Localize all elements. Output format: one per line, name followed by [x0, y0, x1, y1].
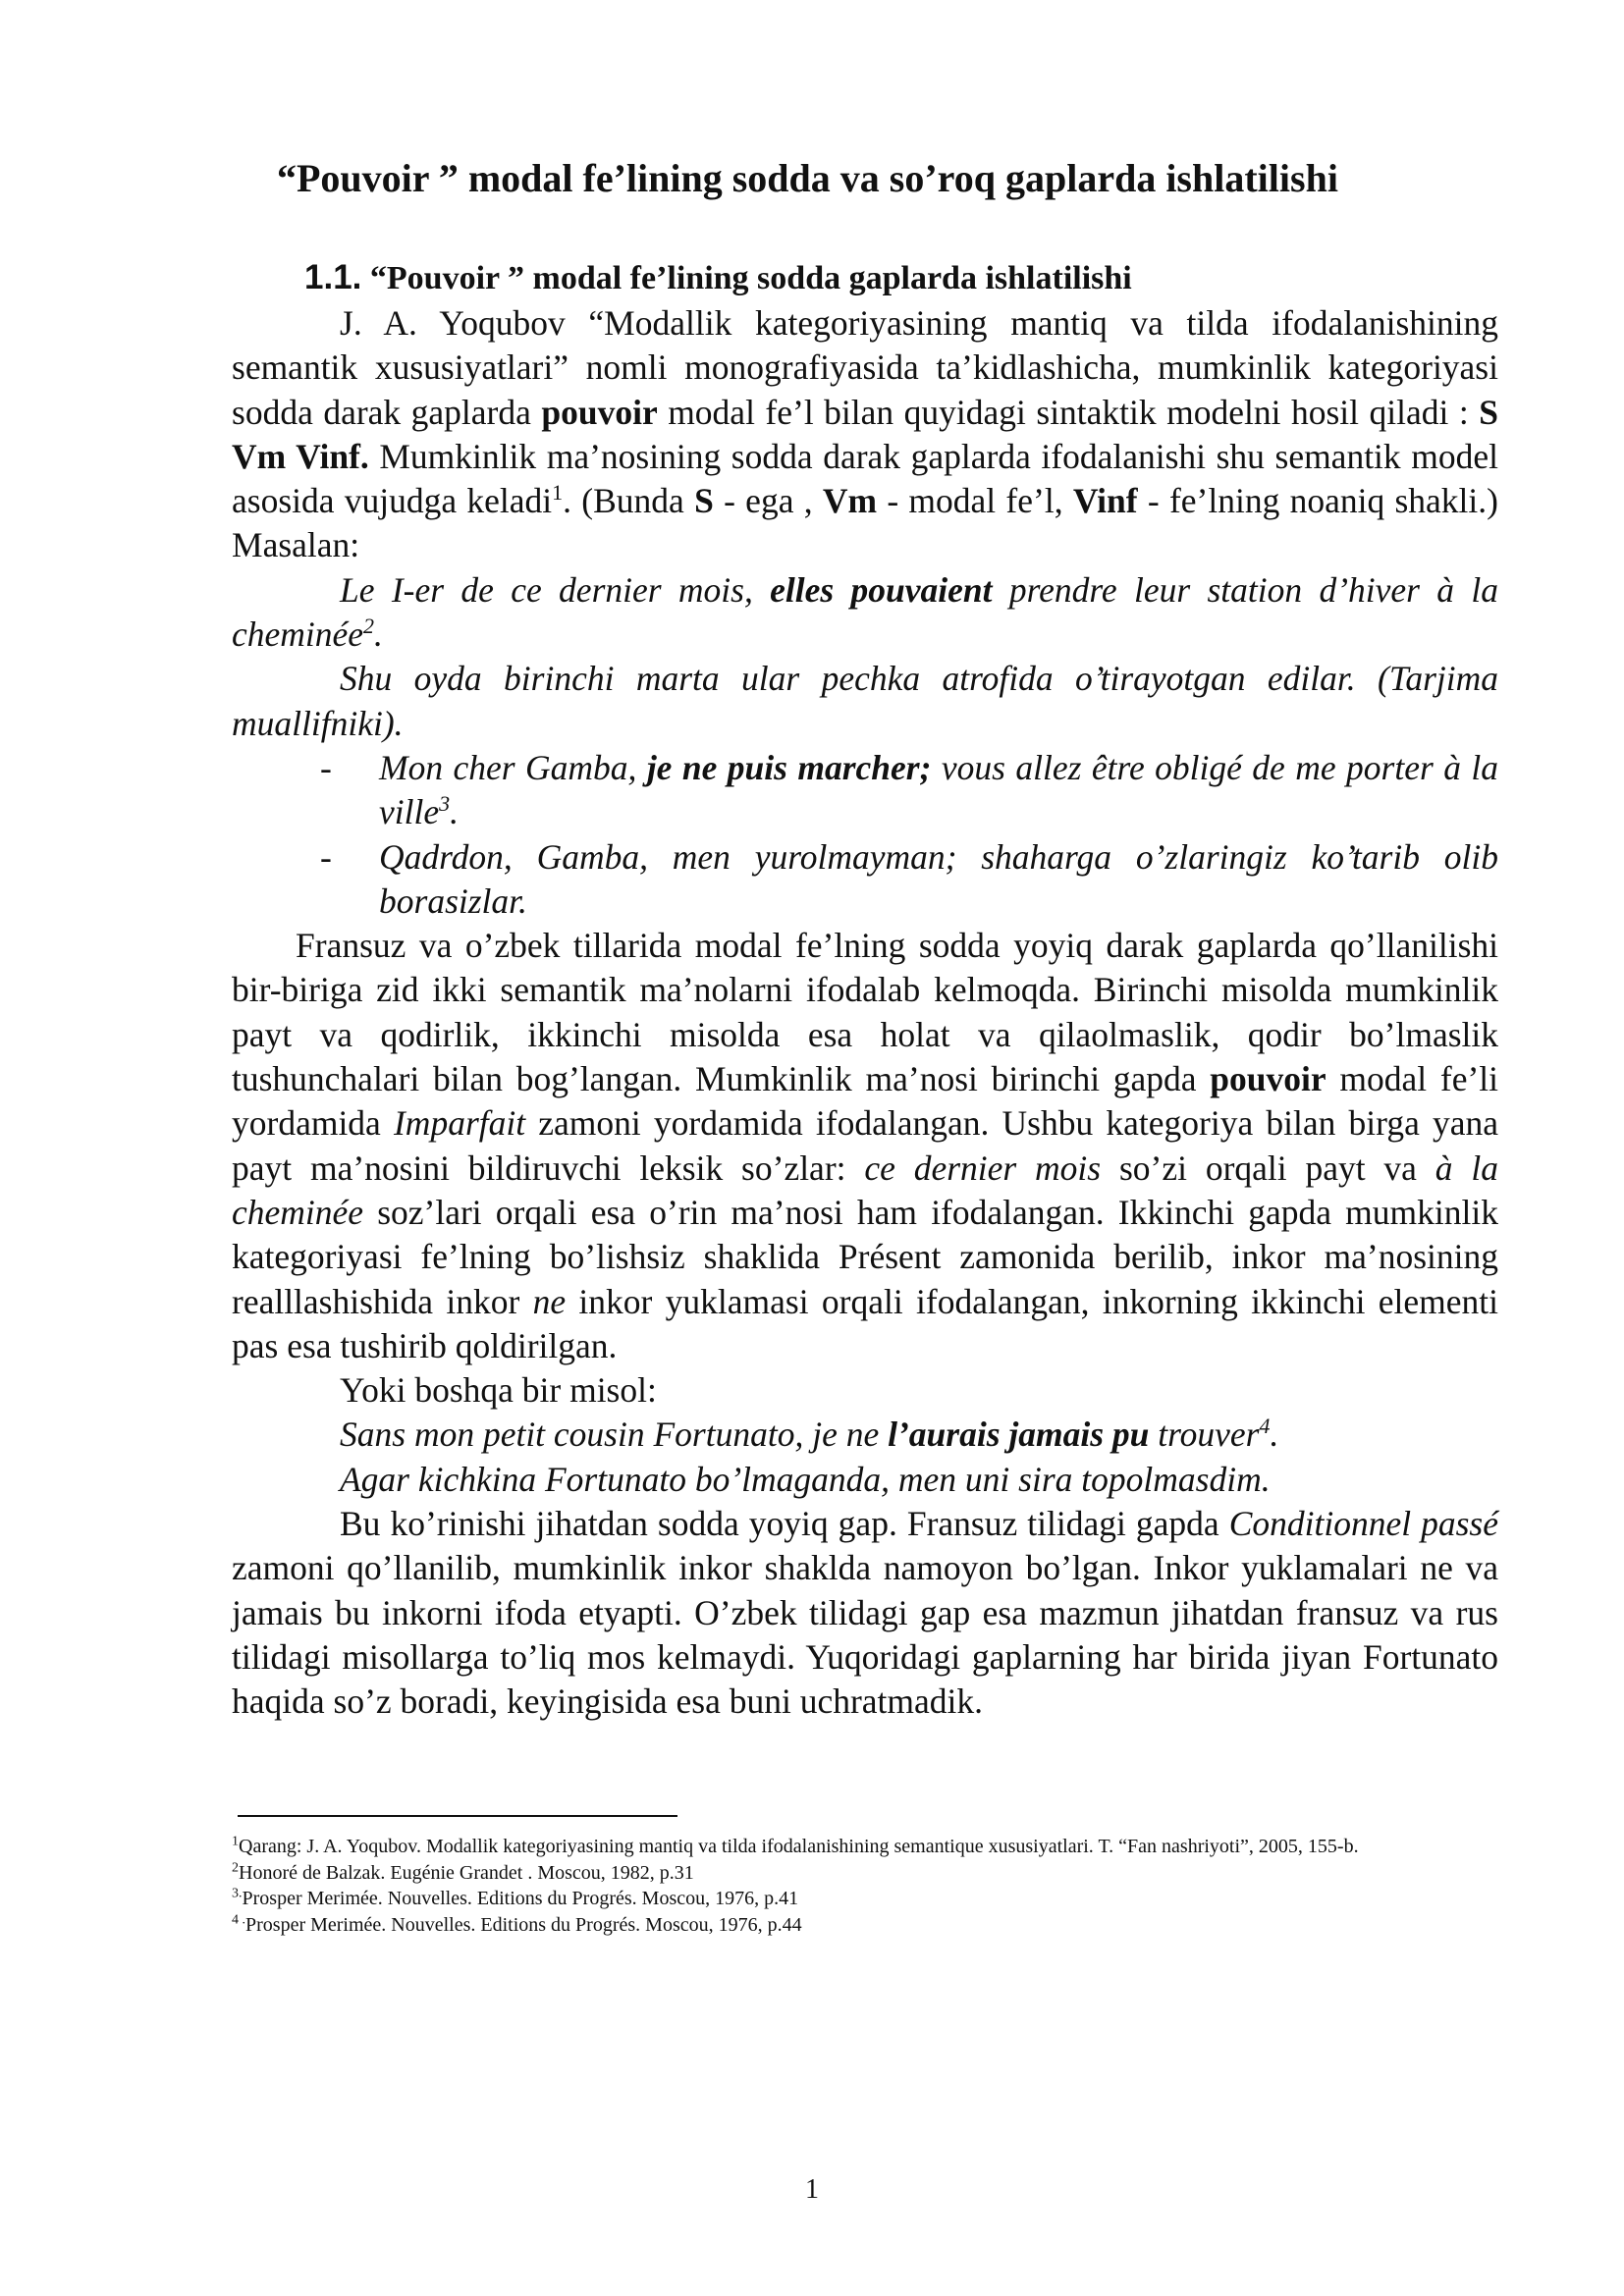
footnote-text: Prosper Merimée. Nouvelles. Editions du Progrés. Moscou, 1976, p.41 — [242, 1888, 799, 1909]
term-bold: Vinf — [1072, 481, 1138, 521]
text-run: - modal fe’l, — [877, 481, 1073, 521]
term-bold: Vm — [822, 481, 878, 521]
footnote-text: Honoré de Balzak. Eugénie Grandet . Moscou, 1982, p.31 — [239, 1861, 694, 1884]
text-run: . (Bunda — [563, 481, 695, 521]
model-formula: S Vm Vinf. — [232, 392, 1498, 476]
text-run: inkor yuklamasi orqali ifodalangan, inkorning ikkinchi elementi pas esa tushirib qoldirilgan. — [232, 1281, 1499, 1365]
paragraph-intro — [232, 301, 1498, 568]
list-dash: - — [320, 836, 332, 877]
text-run: Sans mon petit cousin Fortunato, je ne — [340, 1415, 889, 1455]
text-run: - ega , — [713, 481, 823, 521]
text-run: . — [1270, 1415, 1279, 1455]
footnote-ref: 4 — [1259, 1414, 1271, 1439]
list-dash: - — [320, 747, 332, 787]
text-run: J. A. Yoqubov “Modallik kategoriyasining mantiq va tilda ifodalanishining semantik xususiyatlari” nomli monografiyasida ta’kidlashicha, mumkinlik kategoriyasi sodda darak gaplarda — [232, 303, 1498, 432]
footnote-ref: 3 — [439, 791, 451, 817]
footnote — [232, 1860, 1498, 1887]
footnote-text: Prosper Merimée. Nouvelles. Editions du Progrés. Moscou, 1976, p.44 — [245, 1913, 802, 1936]
term-italic: ne — [532, 1281, 567, 1321]
footnote — [232, 1912, 1498, 1939]
example-2-translation — [232, 835, 1498, 925]
text-run: . — [450, 792, 459, 832]
example-3 — [232, 1413, 1498, 1457]
paragraph-another-example: Yoki boshqa bir misol: — [340, 1370, 657, 1411]
text-run: Le I-er de ce dernier mois, — [340, 569, 771, 610]
text-run: . — [374, 614, 383, 655]
footnote-mark: 4 . — [232, 1911, 245, 1927]
footnote-mark: 3. — [232, 1886, 243, 1901]
text-run: zamoni qo’llanilib, mumkinlik inkor shaklda namoyon bo’lgan. Inkor yuklamalari ne va jamais bu inkorni ifoda etyapti. O’zbek tilidagi gap esa mazmun jihatdan fransuz va rus tilidagi misollarga to’liq mos kelmaydi. Yuqoridagi gaplarning har birida jiyan Fortunato haqida so’z boradi, keyingisida esa buni uchratmadik. — [232, 1548, 1498, 1722]
footnote-ref: 2 — [363, 614, 375, 639]
section-heading — [304, 258, 1132, 297]
text-run: Mon cher Gamba, — [379, 747, 647, 787]
paragraph-analysis — [232, 924, 1498, 1368]
footnote-mark: 1 — [232, 1834, 239, 1849]
footnote-text: Qarang: J. A. Yoqubov. Modallik kategoriyasining mantiq va tilda ifodalanishining semantique xususiyatlari. T. “Fan nashriyoti”, 2005, 155-b. — [239, 1836, 1359, 1857]
term-bold: pouvoir — [541, 392, 658, 432]
example-2-text — [379, 746, 1498, 835]
example-3-translation: Agar kichkina Fortunato bo’lmaganda, men uni sira topolmasdim. — [340, 1459, 1271, 1499]
text-run: - fe’lning noaniq shakli.) Masalan: — [232, 481, 1498, 565]
text-run: Fransuz va o’zbek tillarida modal fe’lning sodda yoyiq darak gaplarda qo’llanilishi bir-biriga zid ikki semantik ma’nolarni ifodalab kelmoqda. Birinchi misolda mumkinlik payt va qodirlik, ikkinchi misolda esa holat va qilaolmaslik, qodir bo’lmaslik tushunchalari bilan bog’langan. Mumkinlik ma’nosi birinchi gapda — [232, 926, 1498, 1099]
paragraph-conclusion — [232, 1502, 1498, 1724]
footnote — [232, 1886, 1498, 1912]
text-run: Bu ko’rinishi jihatdan sodda yoyiq gap. Fransuz tilidagi gapda — [340, 1504, 1229, 1544]
section-heading-text: “Pouvoir ” modal fe’lining sodda gaplarda ishlatilishi — [361, 260, 1132, 296]
term-bold: pouvoir — [1210, 1059, 1326, 1099]
body-text — [232, 301, 1498, 1725]
example-highlight: l’aurais jamais pu — [888, 1415, 1150, 1455]
page-number: 1 — [805, 2174, 819, 2205]
term-bold: S — [694, 481, 714, 521]
text-run: modal fe’l bilan quyidagi sintaktik modelni hosil qiladi : — [657, 392, 1480, 432]
text-run: zamoni yordamida ifodalangan. Ushbu kategoriya bilan birga yana payt ma’nosini bildiruvchi leksik so’zlar: — [232, 1103, 1499, 1188]
footnote — [232, 1834, 1498, 1860]
text-run: modal fe’li yordamida — [232, 1059, 1498, 1144]
text-run: soz’lari orqali esa o’rin ma’nosi ham ifodalangan. Ikkinchi gapda mumkinlik kategoriyasi fe’lning bo’lishsiz shaklida Présent zamonida berilib, inkor ma’nosining realllashishida inkor — [232, 1192, 1498, 1321]
term-italic: Conditionnel passé — [1228, 1504, 1498, 1544]
section-number: 1.1. — [304, 258, 362, 296]
term-italic: ce dernier mois — [864, 1148, 1102, 1188]
example-2 — [232, 746, 1498, 835]
example-1-translation: Shu oyda birinchi marta ular pechka atrofida o’tirayotgan edilar. (Tarjima muallifniki). — [232, 659, 1498, 743]
footnotes — [232, 1834, 1498, 1938]
term-italic: à la cheminée — [232, 1148, 1498, 1232]
text-run: so’zi orqali payt va — [1101, 1148, 1435, 1188]
footnote-ref: 1 — [552, 480, 564, 506]
text-run: prendre leur station d’hiver à la cheminée — [232, 569, 1499, 655]
text-run: vous allez être obligé de me porter à la ville — [379, 747, 1498, 832]
example-1 — [232, 568, 1498, 658]
term-italic: Imparfait — [393, 1103, 526, 1144]
document-title: “Pouvoir ” modal fe’lining sodda va so’roq gaplarda ishlatilishi — [277, 156, 1338, 200]
footnote-mark: 2 — [232, 1859, 239, 1875]
text-run: trouver — [1149, 1415, 1260, 1455]
text-run: Mumkinlik ma’nosining sodda darak gaplarda ifodalanishi shu semantik model asosida vujudga keladi — [232, 436, 1498, 521]
example-2-translation-text: Qadrdon, Gamba, men yurolmayman; shaharga o’zlaringiz ko’tarib olib borasizlar. — [379, 836, 1498, 921]
example-highlight: elles pouvaient — [770, 569, 993, 610]
footnote-separator — [238, 1815, 677, 1817]
example-highlight: je ne puis marcher; — [646, 747, 932, 787]
